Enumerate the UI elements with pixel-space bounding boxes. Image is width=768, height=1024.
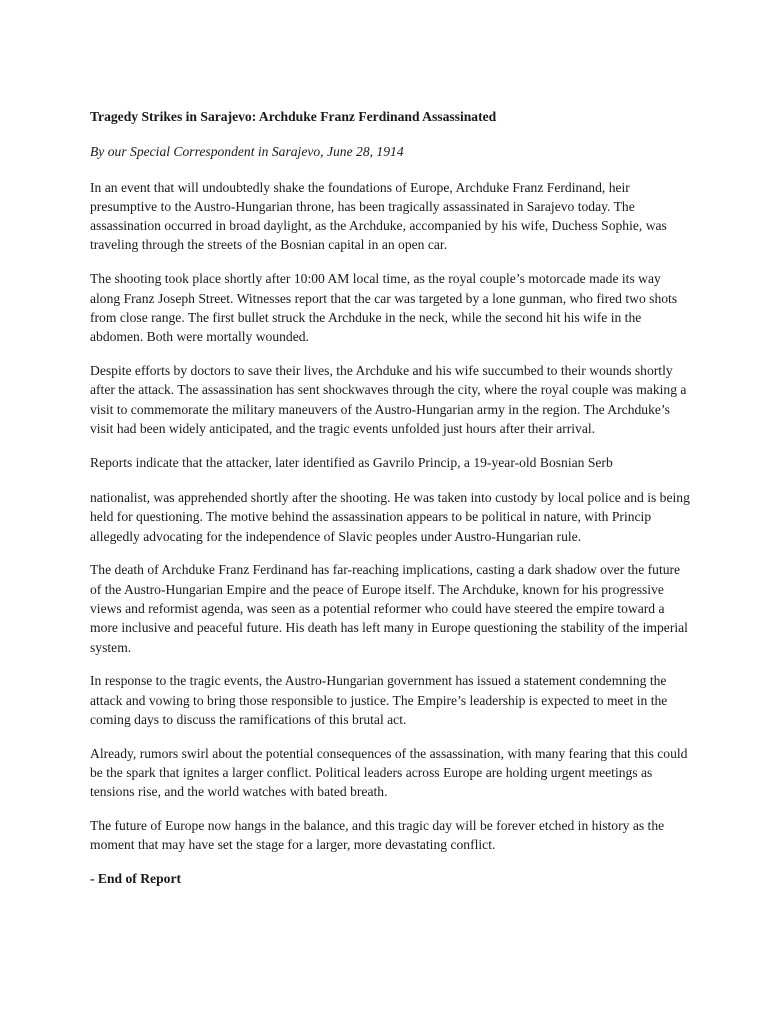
article-paragraph: The shooting took place shortly after 10:00 AM local time, as the royal couple’s motorcade made its way along Franz Joseph Street. Witnesses report that the car was targeted by a lone gunman, who fired two shots from close range. The first bullet struck the Archduke in the neck, while the second hit his wife in the abdomen. Both were mortally wounded.: [90, 271, 678, 345]
article-paragraph: The death of Archduke Franz Ferdinand has far-reaching implications, casting a dark shadow over the future of the Austro-Hungarian Empire and the peace of Europe itself. The Archduke, known for his progressive views and reformist agenda, was seen as a potential reformer who could have steered the empire toward a more inclusive and peaceful future. His death has left many in Europe questioning the stability of the imperial system.: [90, 562, 688, 655]
article-paragraph: In response to the tragic events, the Austro-Hungarian government has issued a statement condemning the attack and vowing to bring those responsible to justice. The Empire’s leadership is expected to meet in the coming days to discuss the ramifications of this brutal act.: [90, 673, 668, 727]
article: [90, 107, 690, 889]
article-title: Tragedy Strikes in Sarajevo: Archduke Franz Ferdinand Assassinated: [90, 109, 497, 124]
article-paragraph: The future of Europe now hangs in the balance, and this tragic day will be forever etched in history as the moment that may have set the stage for a larger, more devastating conflict.: [90, 818, 665, 853]
article-paragraph: In an event that will undoubtedly shake the foundations of Europe, Archduke Franz Ferdinand, heir presumptive to the Austro-Hungarian throne, has been tragically assassinated in Sarajevo today. The assassination occurred in broad daylight, as the Archduke, accompanied by his wife, Duchess Sophie, was traveling through the streets of the Bosnian capital in an open car.: [90, 179, 667, 253]
article-byline: By our Special Correspondent in Sarajevo, June 28, 1914: [90, 144, 404, 160]
end-of-report: - End of Report: [90, 871, 182, 887]
article-paragraph: Despite efforts by doctors to save their lives, the Archduke and his wife succumbed to their wounds shortly after the attack. The assassination has sent shockwaves through the city, where the royal couple was making a visit to commemorate the military maneuvers of the Austro-Hungarian army in the region. The Archduke’s visit had been widely anticipated, and the tragic events unfolded just hours after their arrival.: [90, 362, 687, 436]
article-paragraph: Already, rumors swirl about the potential consequences of the assassination, with many fearing that this could be the spark that ignites a larger conflict. Political leaders across Europe are holding urgent meetings as tensions rise, and the world watches with bated breath.: [90, 745, 688, 800]
article-paragraph: nationalist, was apprehended shortly after the shooting. He was taken into custody by local police and is being held for questioning. The motive behind the assassination appears to be political in nature, with Princip allegedly advocating for the independence of Slavic peoples under Austro-Hungarian rule.: [90, 489, 690, 544]
article-paragraph: Reports indicate that the attacker, later identified as Gavrilo Princip, a 19-year-old Bosnian Serb: [90, 454, 613, 470]
